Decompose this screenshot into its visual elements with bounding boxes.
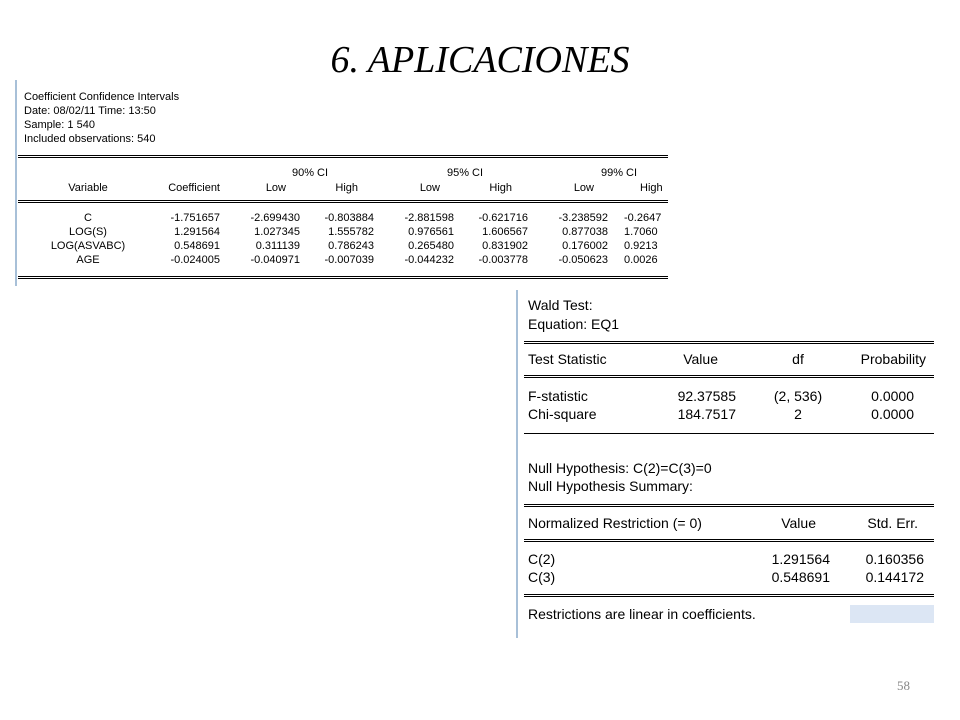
wald-panel xyxy=(518,290,936,638)
wald-rule-1 xyxy=(524,341,934,344)
ci-row-95-high: -0.003778 xyxy=(478,254,528,266)
ci-row-90-low: -2.699430 xyxy=(250,212,300,224)
wald-row-statistic: Chi-square xyxy=(528,406,597,422)
wald-null-summary: Null Hypothesis Summary: xyxy=(528,478,693,494)
ci-row-90-low: -0.040971 xyxy=(250,254,300,266)
wald-row-statistic: F-statistic xyxy=(528,388,588,404)
ci-col-90-low: Low xyxy=(265,182,286,194)
ci-row-coefficient: 0.548691 xyxy=(174,240,220,252)
wald-footer: Restrictions are linear in coefficients. xyxy=(528,606,756,622)
ci-row-coefficient: 1.291564 xyxy=(174,226,220,238)
ci-col-variable: Variable xyxy=(68,182,108,194)
ci-row-95-low: -2.881598 xyxy=(404,212,454,224)
wald-title: Wald Test: xyxy=(528,297,593,313)
wald-col-restr-value: Value xyxy=(781,515,816,531)
ci-row-99-high: 0.0026 xyxy=(624,254,658,266)
ci-col-95-low: Low xyxy=(419,182,440,194)
ci-row-variable: LOG(S) xyxy=(69,226,107,238)
wald-row-value: 184.7517 xyxy=(677,406,736,422)
ci-row-variable: AGE xyxy=(76,254,100,266)
page-number: 58 xyxy=(897,678,910,693)
ci-rule-bottom xyxy=(18,276,668,279)
ci-row-90-low: 1.027345 xyxy=(254,226,300,238)
ci-group-95: 95% CI xyxy=(446,167,484,179)
wald-row-value: 92.37585 xyxy=(677,388,736,404)
ci-panel-border xyxy=(15,80,17,286)
wald-col-test-statistic: Test Statistic xyxy=(528,351,607,367)
wald-row-df: (2, 536) xyxy=(773,388,823,404)
ci-row-variable: LOG(ASVABC) xyxy=(50,240,126,252)
ci-row-99-high: 0.9213 xyxy=(624,240,658,252)
wald-restr-row-value: 1.291564 xyxy=(771,551,830,567)
wald-equation: Equation: EQ1 xyxy=(528,316,620,332)
wald-col-df: df xyxy=(792,351,804,367)
wald-rule-6 xyxy=(524,594,934,597)
slide-title: 6. APLICACIONES xyxy=(330,39,630,81)
wald-row-probability: 0.0000 xyxy=(871,388,914,404)
ci-header-sample: Sample: 1 540 xyxy=(24,119,95,131)
ci-row-95-high: 1.606567 xyxy=(482,226,528,238)
ci-row-coefficient: -1.751657 xyxy=(170,212,220,224)
wald-rule-3 xyxy=(524,433,934,434)
wald-restr-row-name: C(2) xyxy=(528,551,556,567)
ci-col-95-high: High xyxy=(489,182,512,194)
ci-col-99-high: High xyxy=(640,182,663,194)
wald-rule-2 xyxy=(524,375,934,378)
ci-row-99-high: -0.2647 xyxy=(624,212,662,224)
ci-row-95-low: 0.976561 xyxy=(408,226,454,238)
ci-row-95-high: -0.621716 xyxy=(478,212,528,224)
wald-row-df: 2 xyxy=(794,406,802,422)
ci-row-variable: C xyxy=(84,212,92,224)
wald-col-probability: Probability xyxy=(860,351,926,367)
ci-group-99: 99% CI xyxy=(600,167,638,179)
ci-row-coefficient: -0.024005 xyxy=(170,254,220,266)
ci-col-99-low: Low xyxy=(573,182,594,194)
ci-col-90-high: High xyxy=(335,182,358,194)
ci-row-90-high: 1.555782 xyxy=(328,226,374,238)
ci-row-90-low: 0.311139 xyxy=(255,240,300,252)
ci-header-observations: Included observations: 540 xyxy=(24,133,156,145)
wald-restr-row-value: 0.548691 xyxy=(771,569,830,585)
ci-row-95-high: 0.831902 xyxy=(482,240,528,252)
ci-row-99-low: 0.877038 xyxy=(562,226,608,238)
ci-header-date: Date: 08/02/11 Time: 13:50 xyxy=(24,105,156,117)
wald-restr-row-std-err: 0.160356 xyxy=(865,551,924,567)
ci-rule-mid xyxy=(18,200,668,203)
wald-row-probability: 0.0000 xyxy=(871,406,914,422)
ci-row-99-low: -0.050623 xyxy=(558,254,608,266)
ci-row-90-high: -0.803884 xyxy=(324,212,374,224)
wald-rule-4 xyxy=(524,504,934,507)
ci-row-99-low: 0.176002 xyxy=(562,240,608,252)
ci-row-99-low: -3.238592 xyxy=(558,212,608,224)
wald-rule-5 xyxy=(524,539,934,542)
ci-row-99-high: 1.7060 xyxy=(624,226,658,238)
wald-col-restriction: Normalized Restriction (= 0) xyxy=(528,515,702,531)
ci-col-coefficient: Coefficient xyxy=(168,182,220,194)
wald-restr-row-name: C(3) xyxy=(528,569,556,585)
ci-rule-top xyxy=(18,155,668,158)
ci-row-90-high: -0.007039 xyxy=(324,254,374,266)
wald-restr-row-std-err: 0.144172 xyxy=(865,569,924,585)
wald-null-hypothesis: Null Hypothesis: C(2)=C(3)=0 xyxy=(528,460,712,476)
ci-panel xyxy=(18,80,668,285)
ci-row-95-low: -0.044232 xyxy=(404,254,454,266)
ci-group-90: 90% CI xyxy=(291,167,329,179)
ci-header-title: Coefficient Confidence Intervals xyxy=(24,91,180,103)
ci-row-90-high: 0.786243 xyxy=(328,240,374,252)
wald-col-value: Value xyxy=(683,351,718,367)
wald-col-std-err: Std. Err. xyxy=(867,515,918,531)
wald-footer-highlight xyxy=(850,605,934,623)
ci-header xyxy=(24,90,179,146)
ci-row-95-low: 0.265480 xyxy=(408,240,454,252)
